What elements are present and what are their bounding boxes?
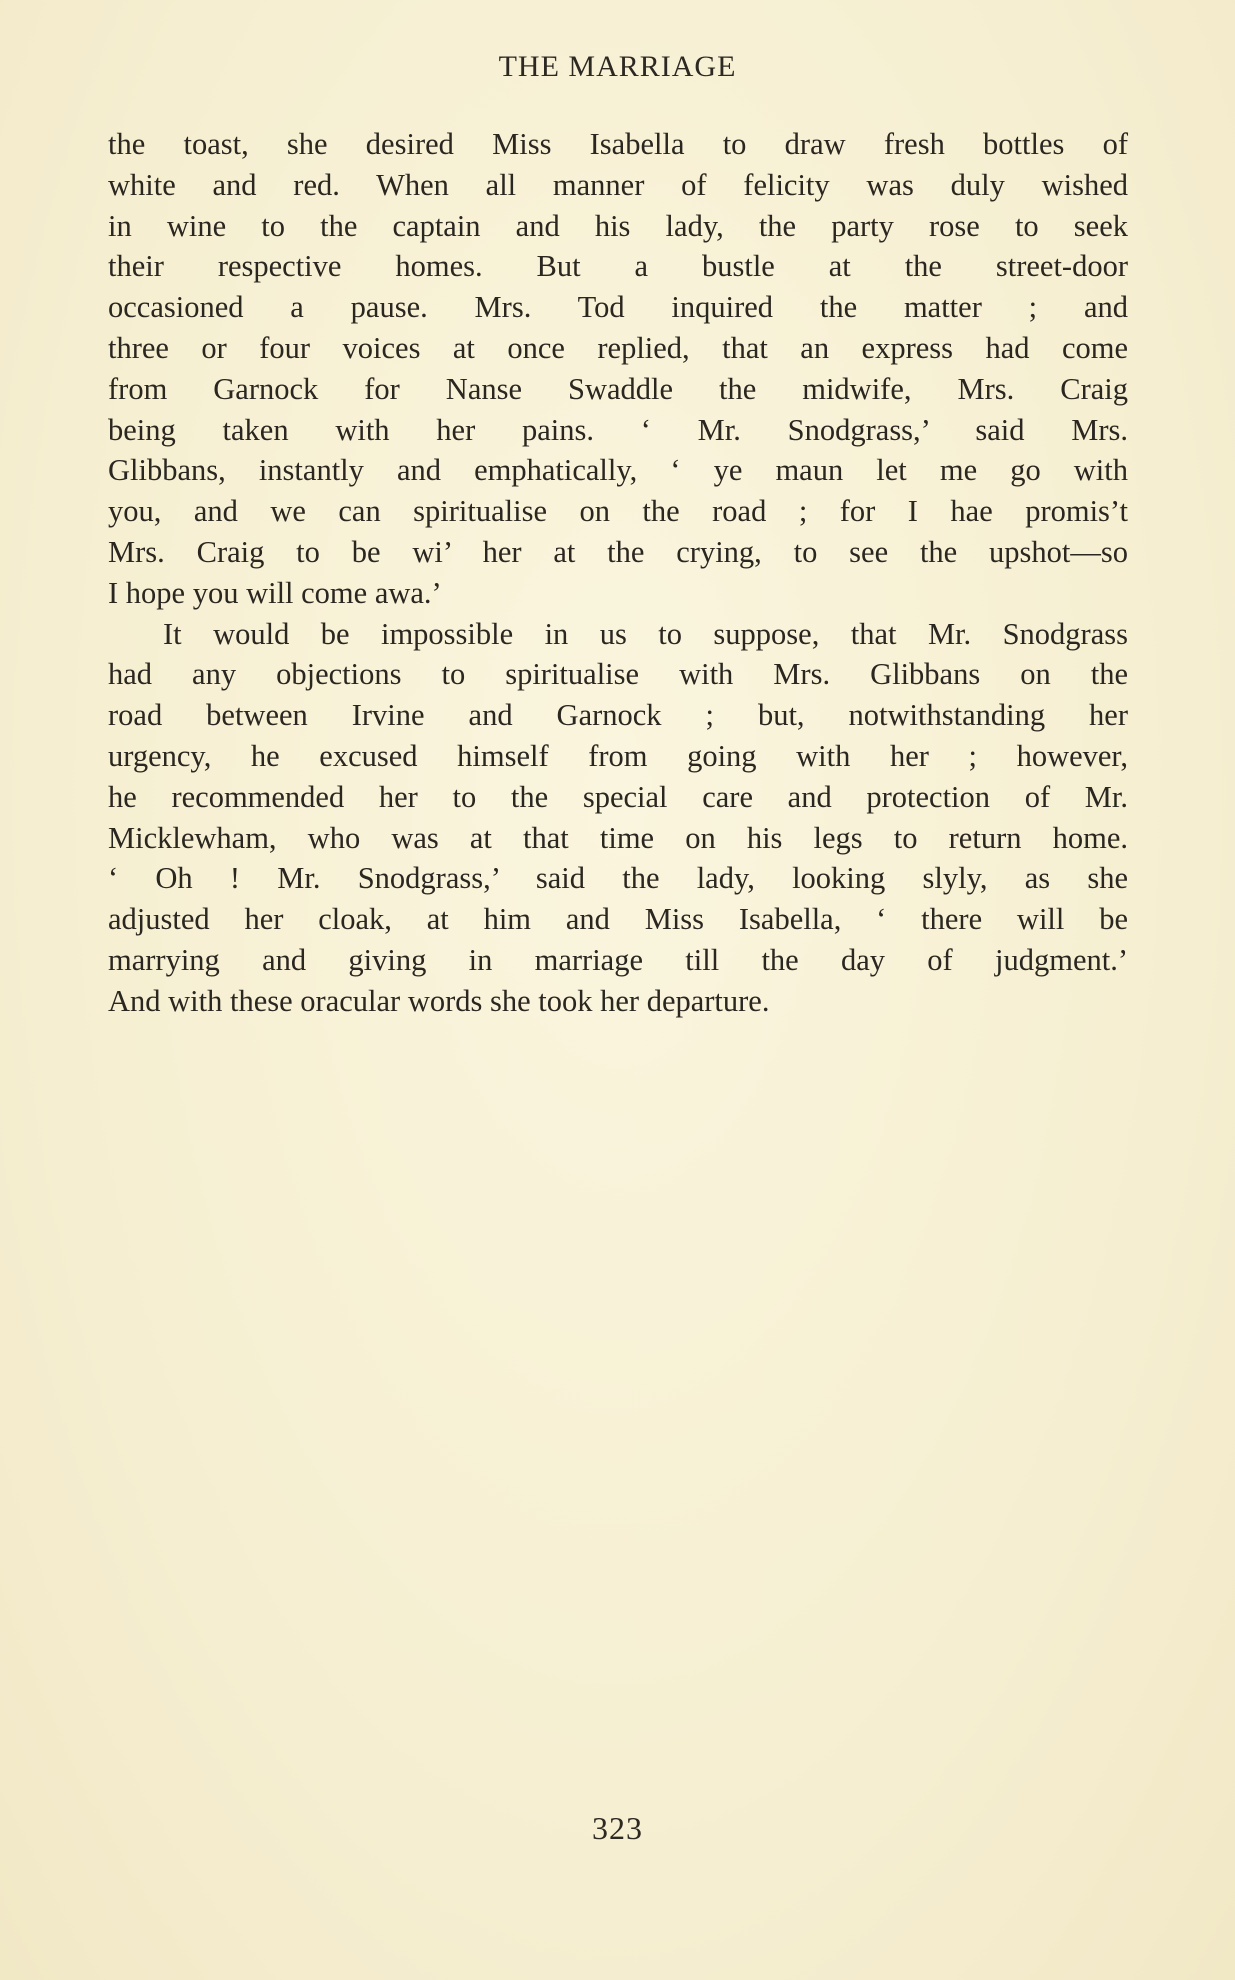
text-line: Glibbans, instantly and emphatically, ‘ ye maun let me go with (108, 453, 1128, 488)
text-line: being taken with her pains. ‘ Mr. Snodgrass,’ said Mrs. (108, 412, 1128, 447)
text-line: urgency, he excused himself from going with her ; however, (108, 738, 1128, 773)
text-line: their respective homes. But a bustle at the street-door (108, 249, 1128, 284)
text-line: three or four voices at once replied, that an express had come (108, 330, 1128, 365)
body-text (108, 124, 1128, 1022)
text-line: from Garnock for Nanse Swaddle the midwife, Mrs. Craig (108, 371, 1128, 406)
text-line: Micklewham, who was at that time on his legs to return home. (108, 820, 1128, 855)
text-line: And with these oracular words she took her departure. (108, 983, 770, 1018)
text-line: It would be impossible in us to suppose, that Mr. Snodgrass (163, 616, 1128, 651)
text-line: ‘ Oh ! Mr. Snodgrass,’ said the lady, looking slyly, as she (108, 861, 1128, 896)
running-title: THE MARRIAGE (498, 50, 737, 83)
text-line: the toast, she desired Miss Isabella to draw fresh bottles of (108, 127, 1128, 161)
text-line: white and red. When all manner of felicity was duly wished (108, 167, 1128, 202)
text-line: adjusted her cloak, at him and Miss Isabella, ‘ there will be (108, 902, 1128, 937)
text-line: marrying and giving in marriage till the day of judgment.’ (108, 942, 1128, 977)
text-line: Mrs. Craig to be wi’ her at the crying, to see the upshot—so (108, 534, 1128, 569)
text-line: he recommended her to the special care and protection of Mr. (108, 779, 1128, 814)
text-line: in wine to the captain and his lady, the party rose to seek (108, 208, 1128, 243)
text-line: had any objections to spiritualise with Mrs. Glibbans on the (108, 657, 1128, 692)
text-line: road between Irvine and Garnock ; but, notwithstanding her (108, 698, 1128, 733)
text-line: occasioned a pause. Mrs. Tod inquired the matter ; and (108, 290, 1128, 325)
text-line: you, and we can spiritualise on the road ; for I hae promis’t (108, 494, 1128, 529)
text-line: I hope you will come awa.’ (108, 575, 442, 610)
page-number: 323 (592, 1810, 643, 1846)
